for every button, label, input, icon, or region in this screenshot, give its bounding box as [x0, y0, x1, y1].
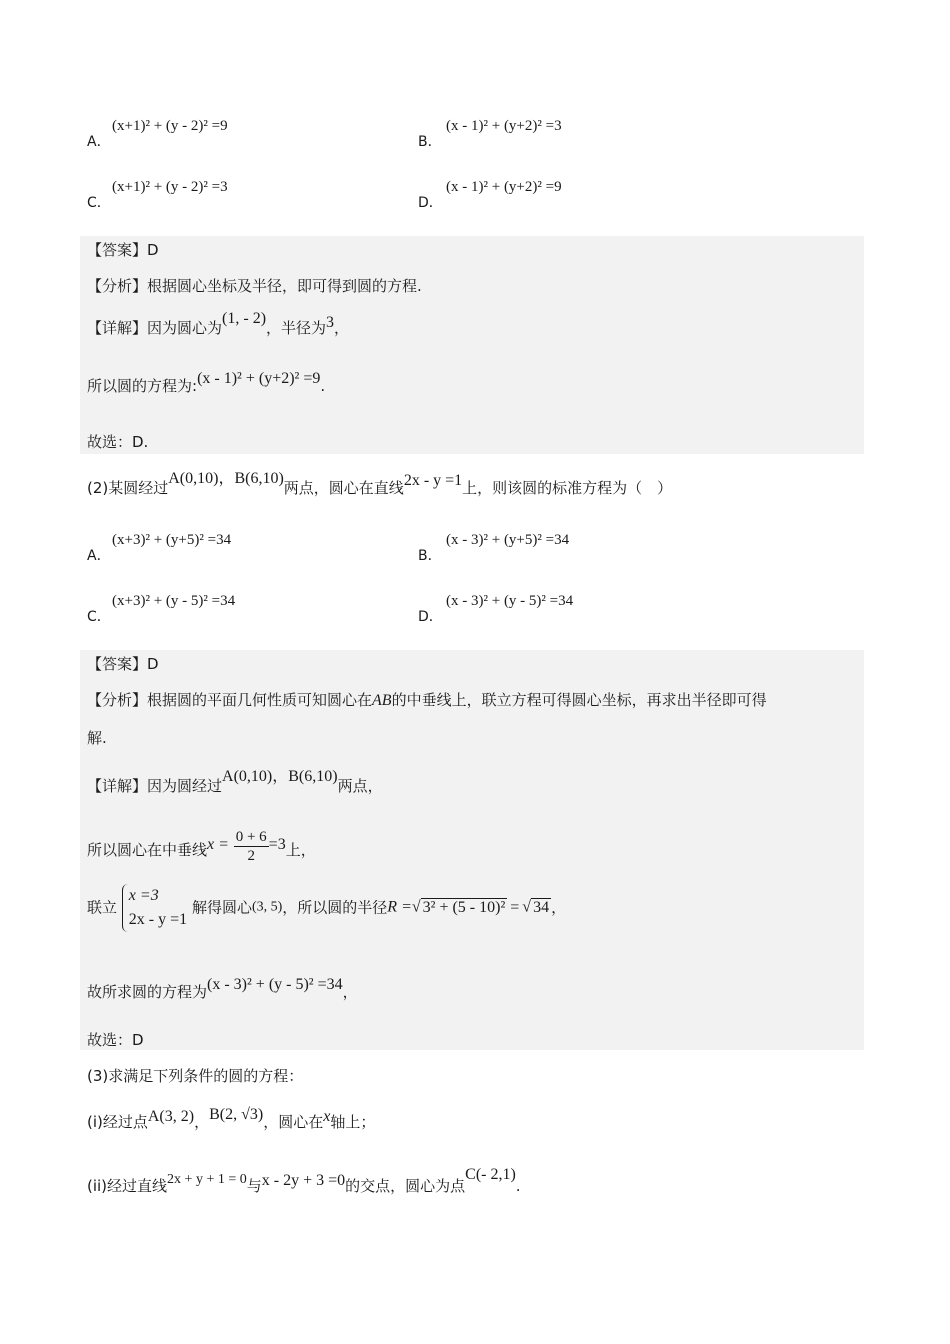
q1-option-a-math: (x+1)² + (y - 2)² =9	[112, 118, 228, 134]
q3-part-i: (i)经过点A(3, 2)，B(2, √3)，圆心在x轴上；	[87, 1106, 376, 1131]
q2-points-math: A(0,10)，B(6,10)	[168, 470, 284, 487]
q2-equation-system: x =3 2x - y =1	[122, 884, 187, 932]
q2-radius-sqrt: √ 3² + (5 - 10)²	[411, 898, 506, 916]
q2-system-line: 联立 x =3 2x - y =1 解得圆心(3, 5)，所以圆的半径R =√ 3² + (5 - 10)² = √ 34 ，	[87, 880, 566, 934]
q2-option-d-label: D．	[418, 609, 443, 625]
q2-equation-line: 故所求圆的方程为(x - 3)² + (y - 5)² =34，	[87, 976, 358, 1001]
q1-option-c-math: (x+1)² + (y - 2)² =3	[112, 179, 228, 195]
q1-option-d-math: (x - 1)² + (y+2)² =9	[446, 179, 562, 195]
q2-option-c-math: (x+3)² + (y - 5)² =34	[112, 593, 236, 609]
q1-option-b-label: B．	[418, 134, 442, 150]
q2-stem: (2)某圆经过A(0,10)，B(6,10)两点，圆心在直线2x - y =1上，则该圆的标准方程为（ ）	[87, 470, 673, 497]
q2-radius-value: √ 34	[522, 898, 550, 916]
q2-option-c-label: C．	[87, 609, 111, 625]
q2-analysis-line: 【分析】根据圆的平面几何性质可知圆心在AB的中垂线上，联立方程可得圆心坐标，再求出半径即可得	[87, 691, 767, 709]
q3-point-b-math: B(2, √3)	[209, 1106, 264, 1123]
q2-option-a-label: A．	[87, 548, 111, 564]
q1-option-d-label: D．	[418, 195, 443, 211]
q1-option-c-label: C．	[87, 195, 111, 211]
q2-detail-points-math: A(0,10)，B(6,10)	[222, 768, 338, 785]
q3-line2-math: x - 2y + 3 =0	[261, 1172, 346, 1189]
q3-point-a-math: A(3, 2)	[147, 1108, 195, 1125]
q1-equation-line: 所以圆的方程为:(x - 1)² + (y+2)² =9.	[87, 370, 326, 395]
q3-title: (3)求满足下列条件的圆的方程：	[87, 1067, 304, 1085]
q2-line-math: 2x - y =1	[403, 472, 463, 489]
q1-analysis-line: 【分析】根据圆心坐标及半径，即可得到圆的方程.	[87, 277, 422, 295]
q2-midline-line: 所以圆心在中垂线x = $\frac{0 + 6}{2}$ =3上，	[87, 829, 316, 864]
q1-answer-line: 【答案】D	[87, 241, 159, 259]
q2-equation-math: (x - 3)² + (y - 5)² =34	[207, 976, 343, 993]
q1-detail-line: 【详解】因为圆心为(1, - 2)，半径为3，	[87, 310, 350, 337]
q1-equation-math: (x - 1)² + (y+2)² =9	[197, 370, 321, 387]
q1-solution-block	[80, 236, 864, 454]
q2-option-b-label: B．	[418, 548, 442, 564]
q2-analysis-wrap: 解.	[87, 729, 107, 747]
q1-option-a-label: A．	[87, 134, 111, 150]
q3-center-c-math: C(- 2,1)	[465, 1166, 516, 1183]
q2-detail-line: 【详解】因为圆经过A(0,10)，B(6,10)两点，	[87, 768, 383, 795]
q2-option-a-math: (x+3)² + (y+5)² =34	[112, 532, 232, 548]
q1-choice-line: 故选：D.	[87, 433, 149, 451]
q1-option-b-math: (x - 1)² + (y+2)² =3	[446, 118, 562, 134]
q2-answer-line: 【答案】D	[87, 655, 159, 673]
q2-center-math: (3, 5)	[251, 899, 283, 915]
q3-line1-math: 2x + y + 1 = 0	[167, 1172, 247, 1187]
q2-choice-line: 故选：D	[87, 1031, 144, 1049]
q2-option-b-math: (x - 3)² + (y+5)² =34	[446, 532, 570, 548]
q2-midline-fraction: $\frac{0 + 6}{2}$	[235, 829, 267, 864]
q2-option-d-math: (x - 3)² + (y - 5)² =34	[446, 593, 574, 609]
q3-part-ii: (ii)经过直线2x + y + 1 = 0与x - 2y + 3 =0的交点，圆心为点C(- 2,1).	[87, 1166, 521, 1195]
q1-center-math: (1, - 2)	[222, 310, 267, 327]
